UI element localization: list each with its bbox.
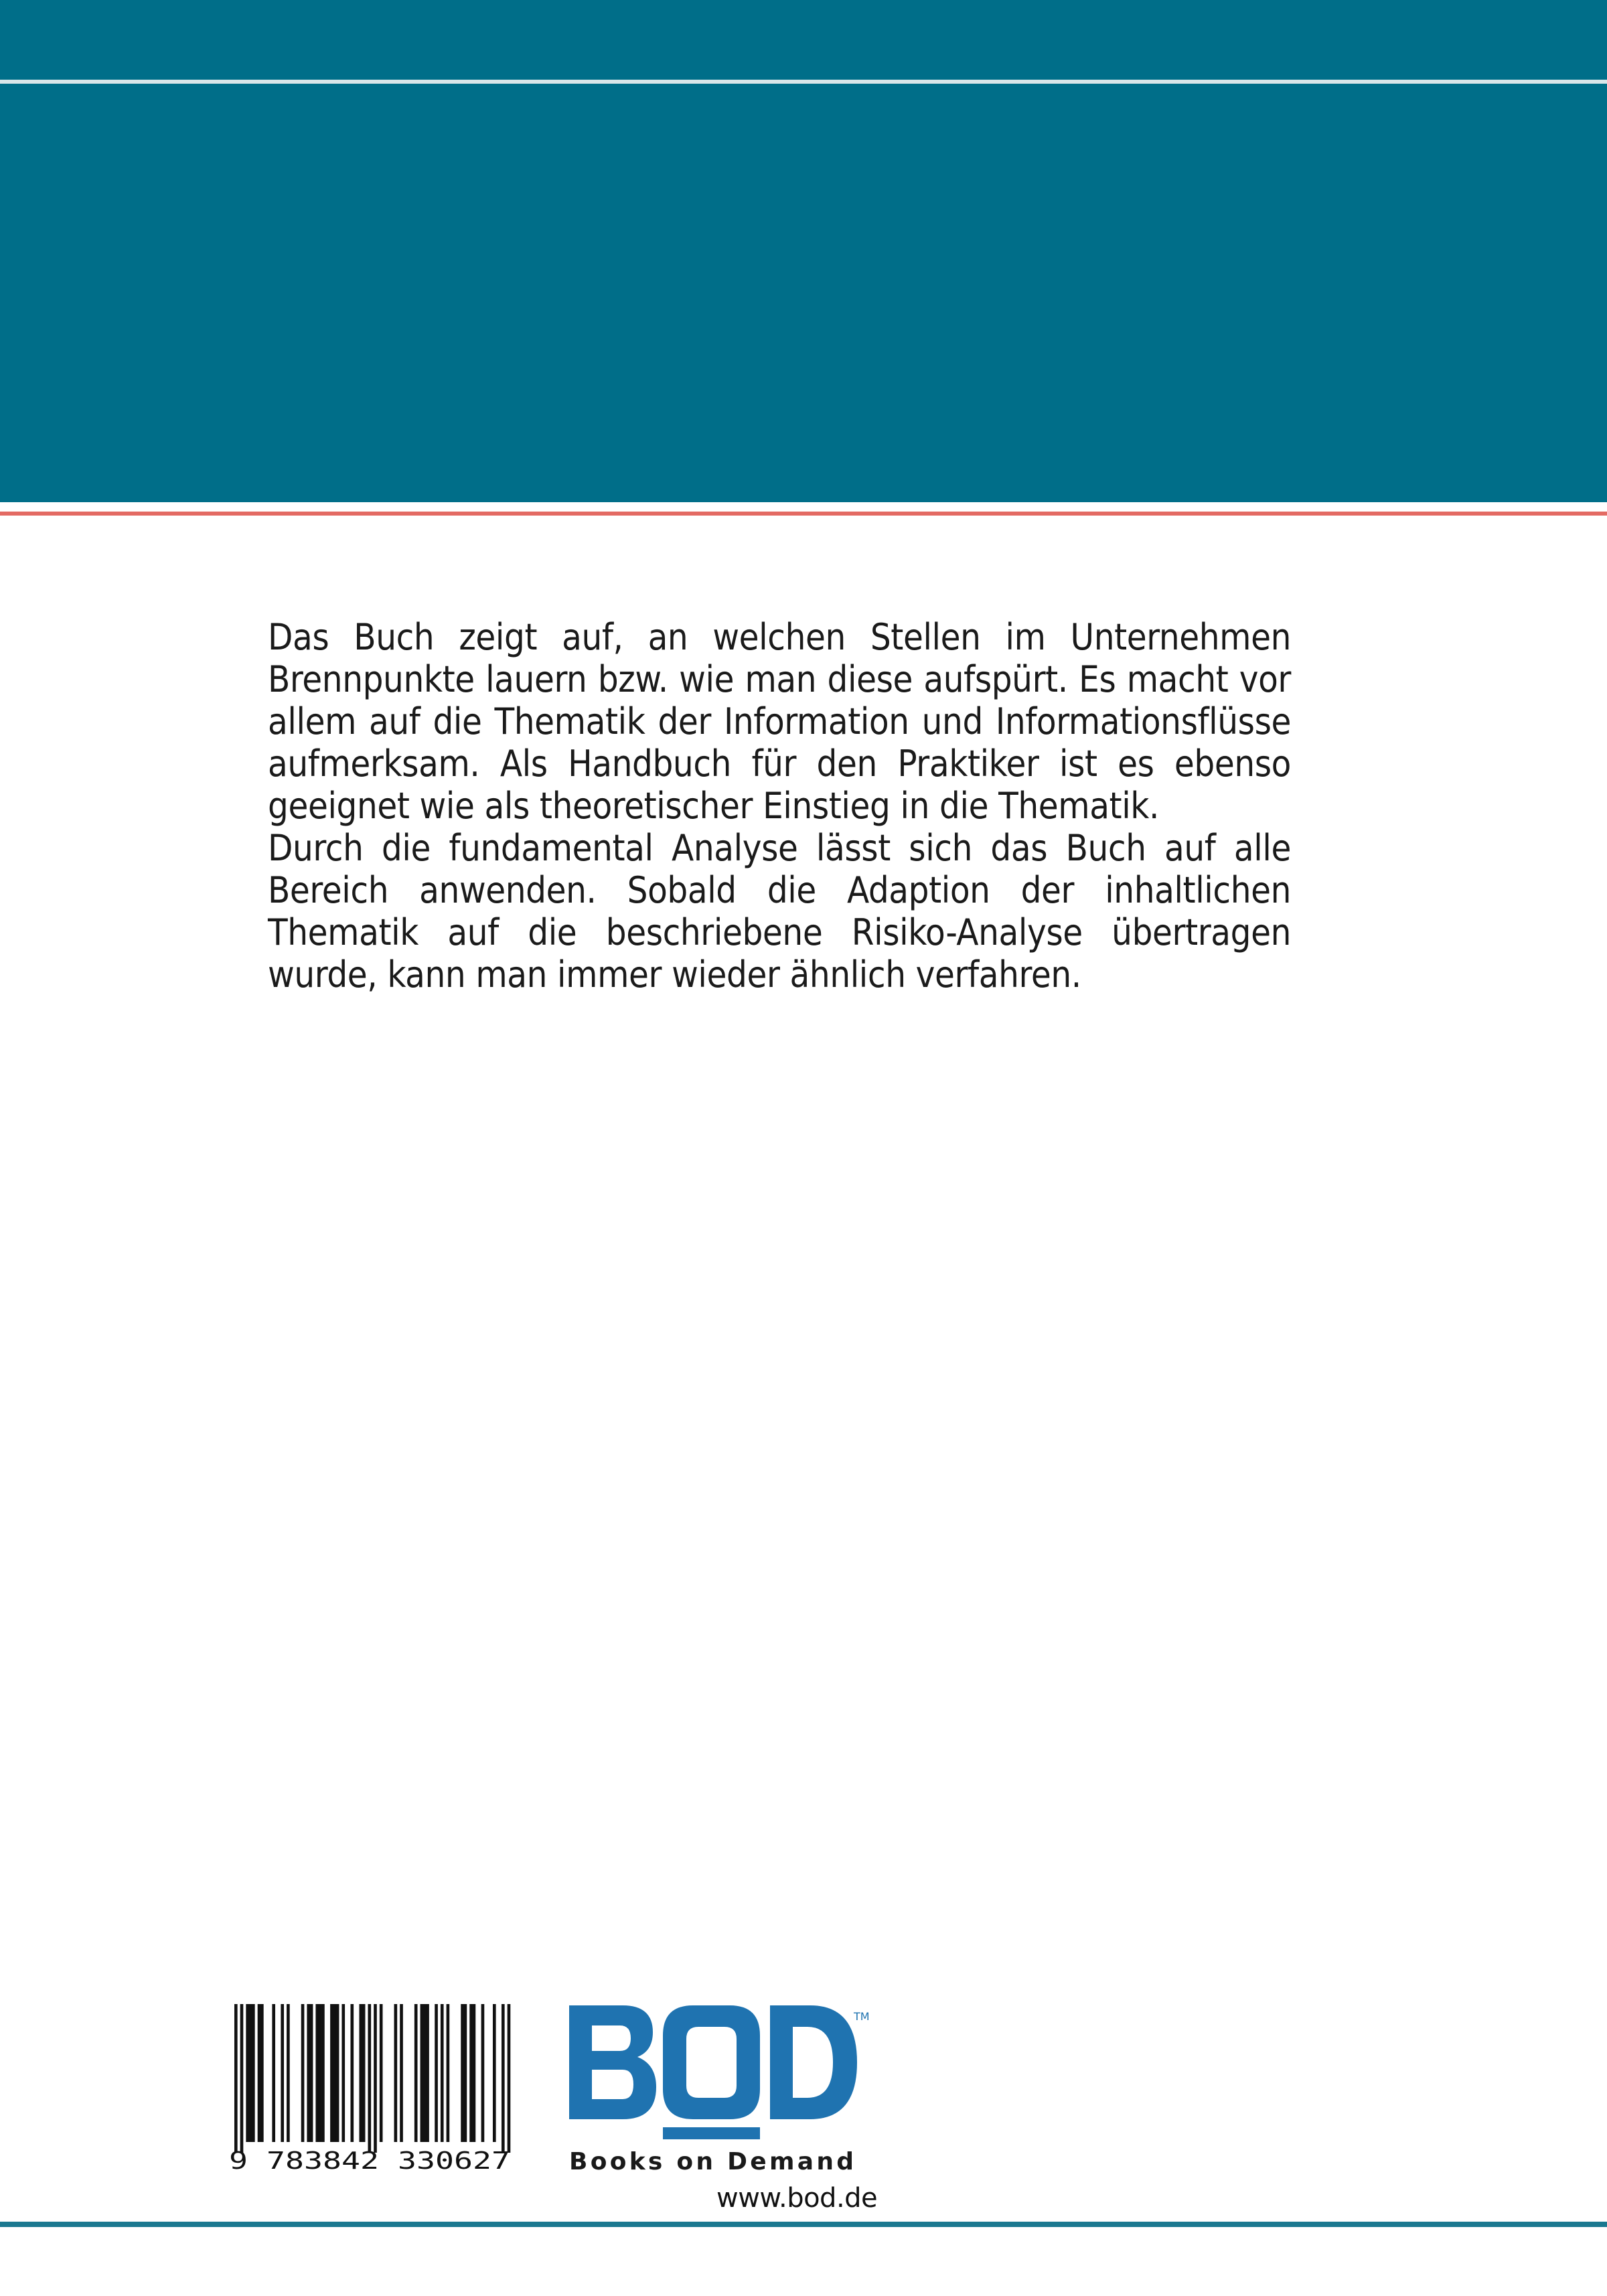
barcode-bar <box>252 2004 255 2142</box>
barcode-bar <box>341 2004 345 2142</box>
barcode-bar <box>310 2004 313 2142</box>
barcode-bar <box>281 2004 284 2142</box>
barcode-bar <box>469 2004 473 2142</box>
barcode-bar <box>423 2004 427 2142</box>
blurb-paragraph-2: Durch die fundamental Analyse lässt sich das Buch auf alle Bereich anwenden. Sobald die Adaption der inhaltlichen Thematik auf die beschriebene Risiko-Analyse übertragen wurde, kann man immer wieder ähnlich verfahren. <box>268 827 1291 996</box>
isbn-barcode <box>216 2004 524 2178</box>
barcode-bar <box>330 2004 333 2142</box>
barcode-bar <box>240 2004 244 2153</box>
barcode-bar <box>234 2004 238 2153</box>
barcode-digits: 9 783842 330627 <box>229 2147 510 2175</box>
bottom-divider-rule <box>0 2222 1607 2227</box>
barcode-bar <box>246 2004 249 2142</box>
barcode-bar <box>441 2004 444 2142</box>
bod-letter-b <box>569 2005 656 2119</box>
barcode-bar <box>258 2004 261 2142</box>
barcode-bar <box>502 2004 505 2153</box>
barcode-bar <box>307 2004 310 2142</box>
barcode-bar <box>362 2004 366 2142</box>
barcode-bar <box>461 2004 464 2142</box>
barcode-bar <box>447 2004 450 2142</box>
back-cover-blurb <box>268 616 1291 996</box>
barcode-bar <box>493 2004 496 2142</box>
barcode-bar <box>368 2004 371 2153</box>
barcode-bar <box>394 2004 398 2142</box>
barcode-bar <box>473 2004 476 2142</box>
barcode-bar <box>359 2004 362 2142</box>
top-hairline-divider <box>0 80 1607 84</box>
barcode-bar <box>260 2004 264 2142</box>
bod-letter-d <box>770 2005 857 2119</box>
barcode-bar <box>380 2004 383 2142</box>
barcode-bar <box>321 2004 325 2142</box>
barcode-bar <box>336 2004 339 2142</box>
red-divider-rule <box>0 512 1607 516</box>
barcode-bar <box>350 2004 354 2142</box>
barcode-bar <box>287 2004 290 2142</box>
barcode-bars <box>234 2004 510 2153</box>
bod-tagline: Books on Demand <box>569 2148 854 2175</box>
barcode-bar <box>319 2004 322 2142</box>
barcode-bar <box>374 2004 377 2153</box>
blurb-paragraph-1: Das Buch zeigt auf, an welchen Stellen im Unternehmen Brennpunkte lauern bzw. wie man diese aufspürt. Es macht vor allem auf die Thematik der Information und Informationsflüsse aufmerksam. Als Handbuch für den Praktiker ist es ebenso geeignet wie als theoretischer Einstieg in die Thematik. <box>268 616 1291 827</box>
barcode-bar <box>333 2004 336 2142</box>
barcode-bar <box>315 2004 319 2142</box>
barcode-bar <box>400 2004 403 2142</box>
barcode-bar <box>249 2004 252 2142</box>
barcode-bar <box>481 2004 485 2142</box>
barcode-bar <box>414 2004 418 2142</box>
bod-o-underline <box>663 2127 760 2139</box>
publisher-website[interactable]: www.bod.de <box>716 2183 878 2214</box>
barcode-bar <box>272 2004 275 2142</box>
bod-trademark: TM <box>854 2010 870 2023</box>
barcode-bar <box>464 2004 467 2142</box>
barcode-bar <box>301 2004 305 2142</box>
barcode-bar <box>426 2004 429 2142</box>
barcode-bar <box>508 2004 511 2153</box>
bod-letter-o <box>663 2005 760 2119</box>
barcode-bar <box>435 2004 438 2142</box>
cover-top-band <box>0 0 1607 502</box>
bod-logo <box>569 2005 870 2179</box>
barcode-bar <box>420 2004 424 2142</box>
